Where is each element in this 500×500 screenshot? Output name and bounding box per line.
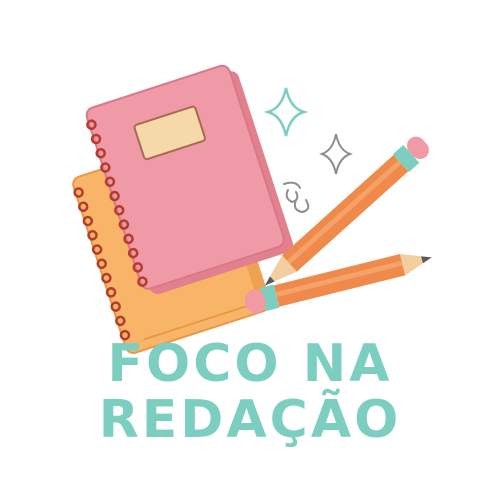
sparkle-icon xyxy=(268,88,304,136)
sparkle-small-icon xyxy=(322,134,350,174)
caption-line-1: FOCO NA xyxy=(107,334,393,394)
pencil-lower-wood xyxy=(400,247,434,276)
pencil-lower-lead xyxy=(421,254,432,263)
caption-line-2: REDAÇÃO xyxy=(98,390,402,450)
swirl-doodle-icon xyxy=(284,183,308,212)
